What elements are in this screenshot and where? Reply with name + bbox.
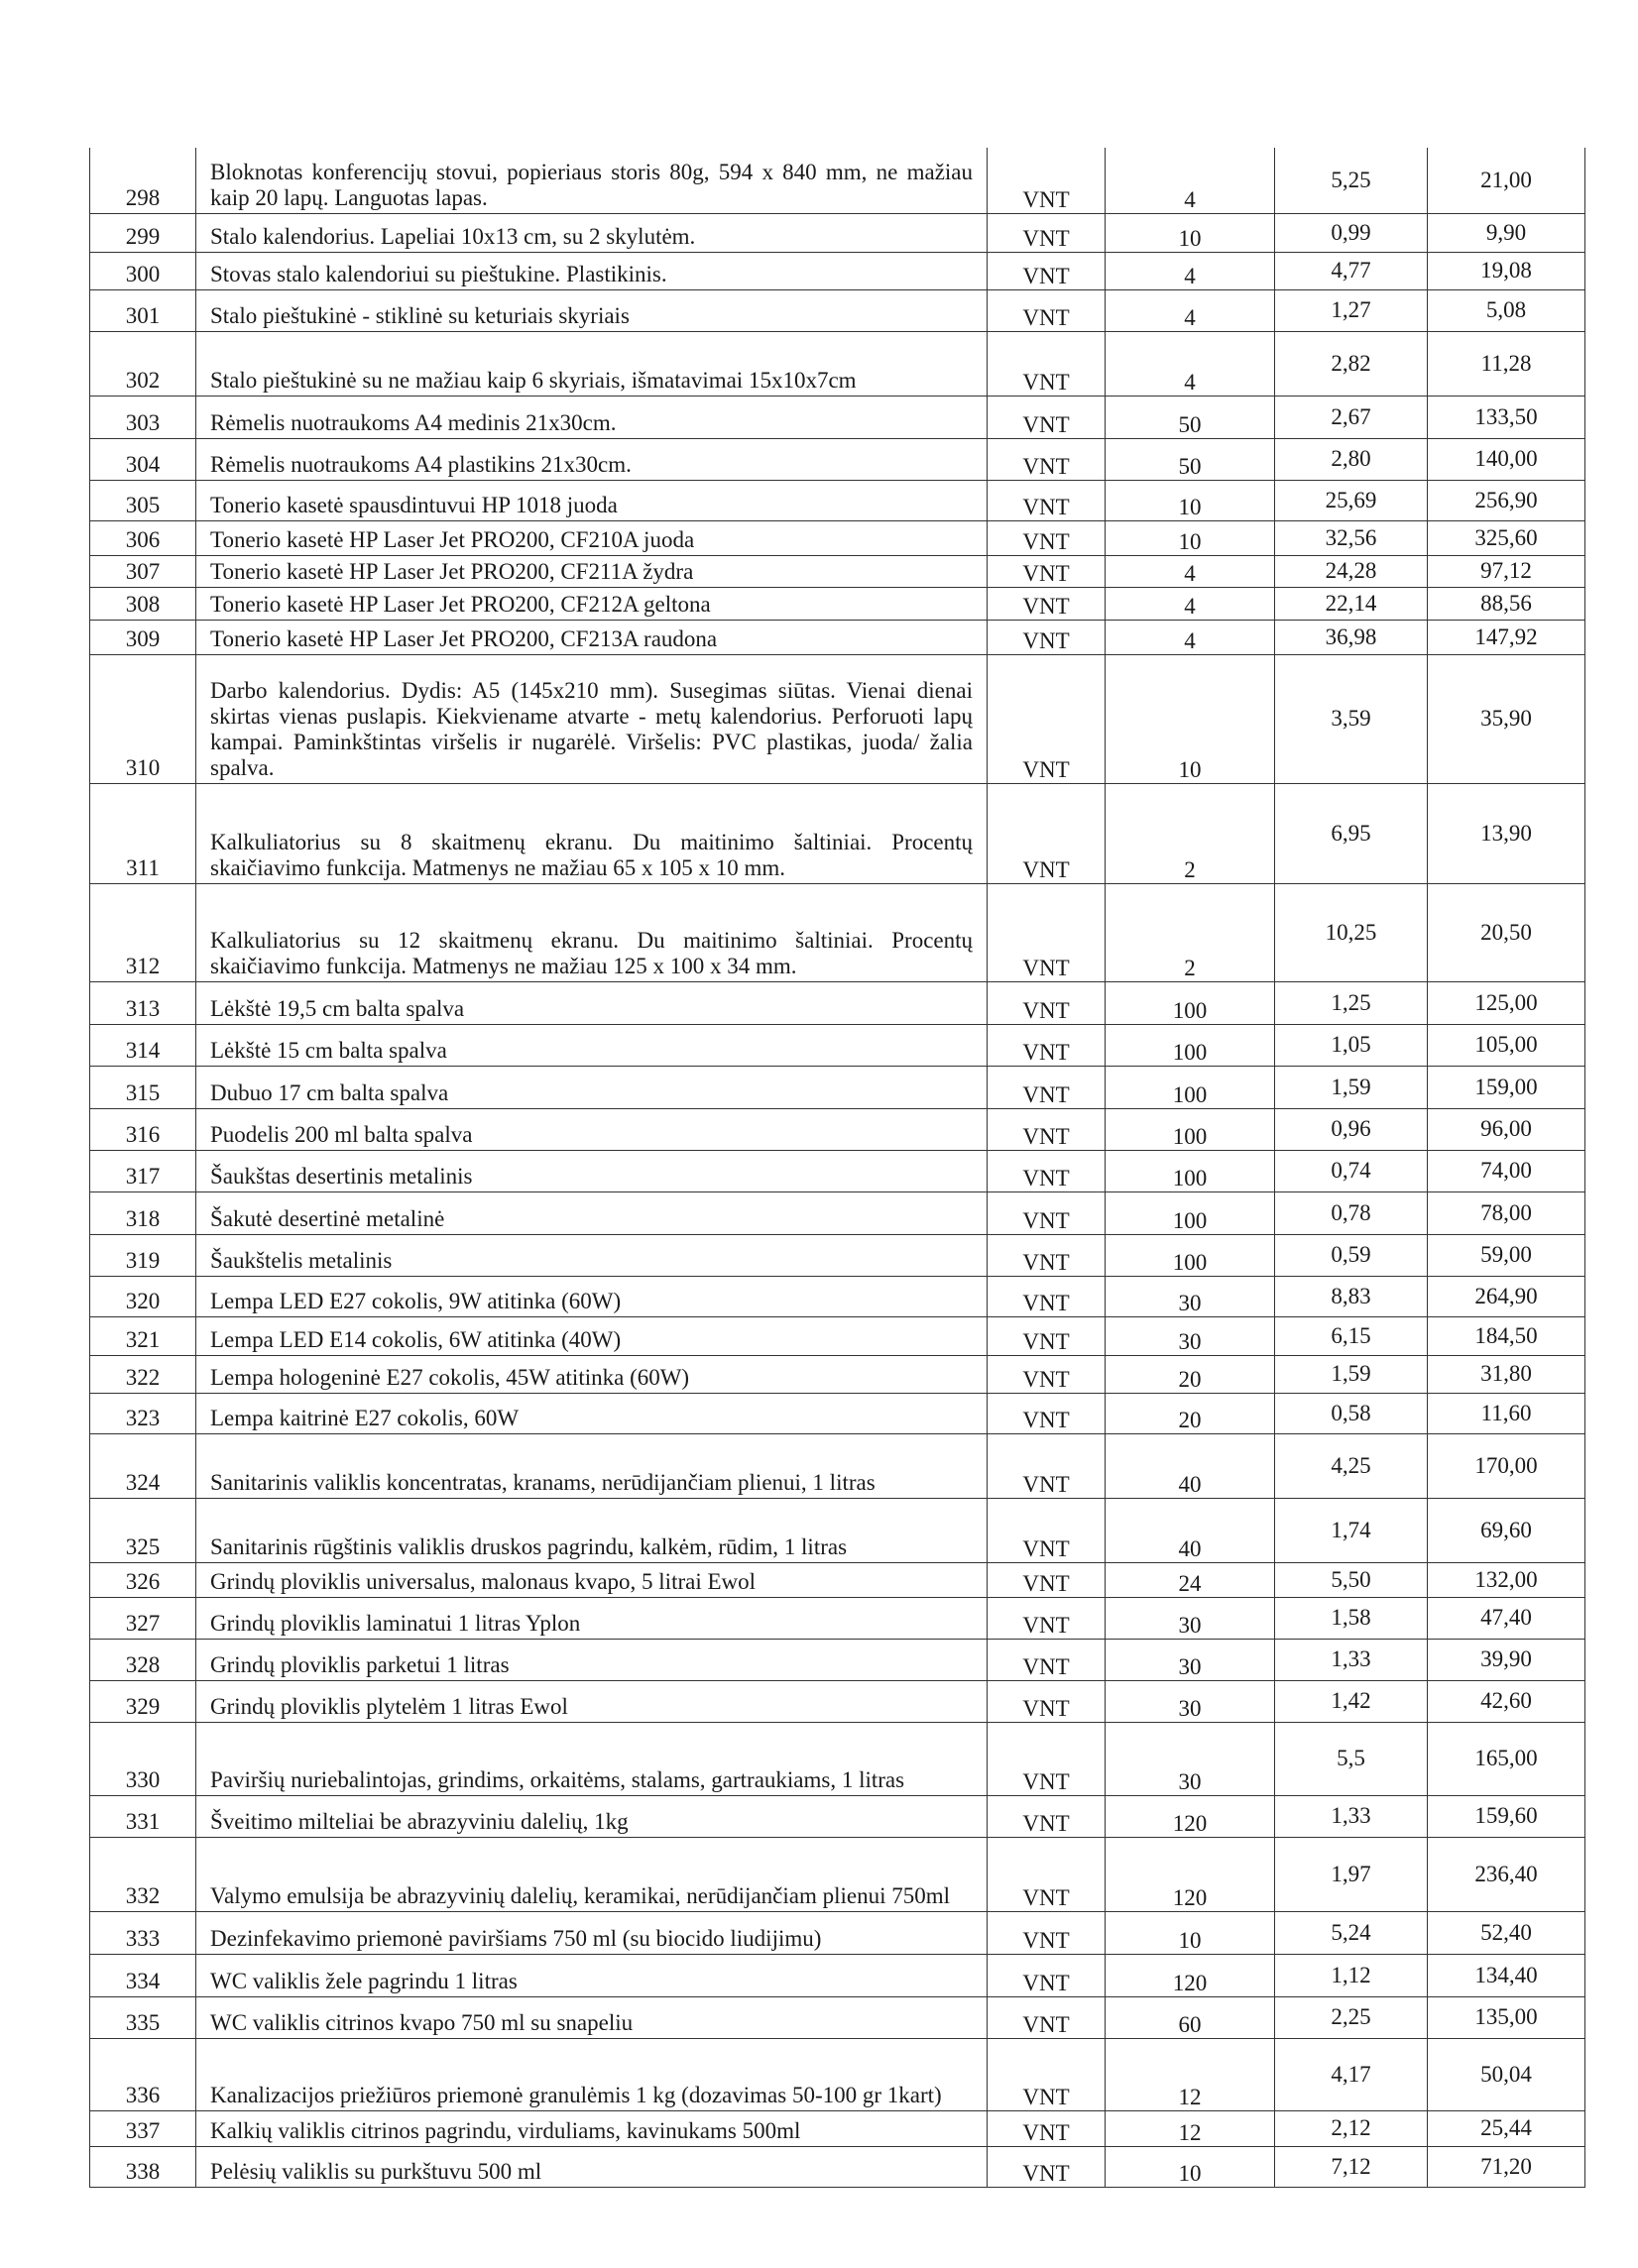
item-description: Sanitarinis valiklis koncentratas, kranams, nerūdijančiam plienui, 1 litras bbox=[196, 1433, 988, 1498]
unit-price-cell: 0,58 bbox=[1275, 1393, 1428, 1433]
unit-price-cell: 4,77 bbox=[1275, 252, 1428, 289]
unit-price-cell: 1,59 bbox=[1275, 1355, 1428, 1393]
unit-cell: VNT bbox=[988, 2146, 1106, 2187]
total-price-cell: 264,90 bbox=[1428, 1276, 1585, 1316]
row-number: 321 bbox=[90, 1316, 196, 1355]
total-price-cell: 59,00 bbox=[1428, 1234, 1585, 1276]
quantity-cell: 60 bbox=[1106, 1996, 1275, 2038]
item-description: Stalo pieštukinė su ne mažiau kaip 6 skyriais, išmatavimai 15x10x7cm bbox=[196, 331, 988, 396]
unit-cell: VNT bbox=[988, 1191, 1106, 1234]
item-description: Grindų ploviklis laminatui 1 litras Yplon bbox=[196, 1597, 988, 1639]
unit-cell: VNT bbox=[988, 883, 1106, 981]
table-row bbox=[90, 1234, 1585, 1276]
total-price-cell: 325,60 bbox=[1428, 520, 1585, 555]
unit-cell: VNT bbox=[988, 620, 1106, 654]
total-price-cell: 47,40 bbox=[1428, 1597, 1585, 1639]
table-row bbox=[90, 213, 1585, 252]
row-number: 300 bbox=[90, 252, 196, 289]
table-row bbox=[90, 1639, 1585, 1680]
table-row bbox=[90, 587, 1585, 620]
total-price-cell: 133,50 bbox=[1428, 396, 1585, 438]
unit-price-cell: 2,80 bbox=[1275, 438, 1428, 480]
item-description: Kanalizacijos priežiūros priemonė granulėmis 1 kg (dozavimas 50-100 gr 1kart) bbox=[196, 2038, 988, 2110]
unit-cell: VNT bbox=[988, 480, 1106, 520]
unit-cell: VNT bbox=[988, 396, 1106, 438]
unit-cell: VNT bbox=[988, 1680, 1106, 1722]
unit-price-cell: 1,42 bbox=[1275, 1680, 1428, 1722]
total-price-cell: 165,00 bbox=[1428, 1722, 1585, 1795]
unit-price-cell: 10,25 bbox=[1275, 883, 1428, 981]
total-price-cell: 71,20 bbox=[1428, 2146, 1585, 2187]
table-row bbox=[90, 1597, 1585, 1639]
table-row bbox=[90, 2146, 1585, 2187]
unit-price-cell: 5,50 bbox=[1275, 1562, 1428, 1597]
quantity-cell: 12 bbox=[1106, 2038, 1275, 2110]
table-row bbox=[90, 883, 1585, 981]
table-row bbox=[90, 783, 1585, 883]
row-number: 318 bbox=[90, 1191, 196, 1234]
total-price-cell: 147,92 bbox=[1428, 620, 1585, 654]
quantity-cell: 30 bbox=[1106, 1316, 1275, 1355]
quantity-cell: 4 bbox=[1106, 620, 1275, 654]
item-description: Valymo emulsija be abrazyvinių dalelių, keramikai, nerūdijančiam plienui 750ml bbox=[196, 1837, 988, 1911]
quantity-cell: 30 bbox=[1106, 1639, 1275, 1680]
quantity-cell: 4 bbox=[1106, 252, 1275, 289]
total-price-cell: 13,90 bbox=[1428, 783, 1585, 883]
table-row bbox=[90, 1722, 1585, 1795]
item-description: Šveitimo milteliai be abrazyviniu dalelių, 1kg bbox=[196, 1795, 988, 1837]
row-number: 337 bbox=[90, 2110, 196, 2146]
table-row bbox=[90, 148, 1585, 213]
item-description: Tonerio kasetė HP Laser Jet PRO200, CF211A žydra bbox=[196, 555, 988, 587]
quantity-cell: 2 bbox=[1106, 783, 1275, 883]
table-row bbox=[90, 1911, 1585, 1954]
table-row bbox=[90, 1996, 1585, 2038]
quantity-cell: 20 bbox=[1106, 1393, 1275, 1433]
row-number: 322 bbox=[90, 1355, 196, 1393]
table-row bbox=[90, 1680, 1585, 1722]
unit-price-cell: 5,25 bbox=[1275, 148, 1428, 213]
unit-price-cell: 6,95 bbox=[1275, 783, 1428, 883]
quantity-cell: 100 bbox=[1106, 1066, 1275, 1108]
quantity-cell: 40 bbox=[1106, 1433, 1275, 1498]
quantity-cell: 100 bbox=[1106, 1191, 1275, 1234]
unit-price-cell: 32,56 bbox=[1275, 520, 1428, 555]
total-price-cell: 39,90 bbox=[1428, 1639, 1585, 1680]
row-number: 335 bbox=[90, 1996, 196, 2038]
total-price-cell: 31,80 bbox=[1428, 1355, 1585, 1393]
quantity-cell: 30 bbox=[1106, 1276, 1275, 1316]
row-number: 317 bbox=[90, 1150, 196, 1191]
item-description: Stovas stalo kalendoriui su pieštukine. Plastikinis. bbox=[196, 252, 988, 289]
item-description: Kalkuliatorius su 12 skaitmenų ekranu. Du maitinimo šaltiniai. Procentų skaičiavimo funkcija. Matmenys ne mažiau 125 x 100 x 34 mm. bbox=[196, 883, 988, 981]
table-row bbox=[90, 2110, 1585, 2146]
unit-price-cell: 1,33 bbox=[1275, 1639, 1428, 1680]
quantity-cell: 4 bbox=[1106, 289, 1275, 331]
table-row bbox=[90, 520, 1585, 555]
unit-cell: VNT bbox=[988, 1066, 1106, 1108]
unit-price-cell: 1,59 bbox=[1275, 1066, 1428, 1108]
item-description: Paviršių nuriebalintojas, grindims, orkaitėms, stalams, gartraukiams, 1 litras bbox=[196, 1722, 988, 1795]
item-description: Dezinfekavimo priemonė paviršiams 750 ml (su biocido liudijimu) bbox=[196, 1911, 988, 1954]
total-price-cell: 159,60 bbox=[1428, 1795, 1585, 1837]
unit-price-cell: 1,97 bbox=[1275, 1837, 1428, 1911]
quantity-cell: 24 bbox=[1106, 1562, 1275, 1597]
unit-cell: VNT bbox=[988, 289, 1106, 331]
total-price-cell: 97,12 bbox=[1428, 555, 1585, 587]
row-number: 309 bbox=[90, 620, 196, 654]
quantity-cell: 100 bbox=[1106, 1108, 1275, 1150]
unit-price-cell: 6,15 bbox=[1275, 1316, 1428, 1355]
total-price-cell: 125,00 bbox=[1428, 981, 1585, 1024]
total-price-cell: 96,00 bbox=[1428, 1108, 1585, 1150]
quantity-cell: 4 bbox=[1106, 555, 1275, 587]
item-description: Sanitarinis rūgštinis valiklis druskos pagrindu, kalkėm, rūdim, 1 litras bbox=[196, 1498, 988, 1562]
total-price-cell: 50,04 bbox=[1428, 2038, 1585, 2110]
unit-price-cell: 22,14 bbox=[1275, 587, 1428, 620]
item-description: Lempa hologeninė E27 cokolis, 45W atitinka (60W) bbox=[196, 1355, 988, 1393]
item-description: Lempa LED E27 cokolis, 9W atitinka (60W) bbox=[196, 1276, 988, 1316]
unit-cell: VNT bbox=[988, 1639, 1106, 1680]
item-description: Šaukštas desertinis metalinis bbox=[196, 1150, 988, 1191]
unit-price-cell: 25,69 bbox=[1275, 480, 1428, 520]
unit-price-cell: 1,05 bbox=[1275, 1024, 1428, 1066]
table-row bbox=[90, 1393, 1585, 1433]
unit-cell: VNT bbox=[988, 1150, 1106, 1191]
table-row bbox=[90, 1191, 1585, 1234]
unit-price-cell: 1,12 bbox=[1275, 1954, 1428, 1996]
unit-cell: VNT bbox=[988, 1498, 1106, 1562]
table-row bbox=[90, 1276, 1585, 1316]
quantity-cell: 100 bbox=[1106, 1024, 1275, 1066]
unit-price-cell: 4,17 bbox=[1275, 2038, 1428, 2110]
quantity-cell: 4 bbox=[1106, 587, 1275, 620]
total-price-cell: 105,00 bbox=[1428, 1024, 1585, 1066]
quantity-cell: 30 bbox=[1106, 1722, 1275, 1795]
unit-cell: VNT bbox=[988, 1355, 1106, 1393]
unit-price-cell: 1,58 bbox=[1275, 1597, 1428, 1639]
total-price-cell: 170,00 bbox=[1428, 1433, 1585, 1498]
row-number: 316 bbox=[90, 1108, 196, 1150]
row-number: 319 bbox=[90, 1234, 196, 1276]
quantity-cell: 50 bbox=[1106, 396, 1275, 438]
unit-price-cell: 5,24 bbox=[1275, 1911, 1428, 1954]
total-price-cell: 69,60 bbox=[1428, 1498, 1585, 1562]
quantity-cell: 10 bbox=[1106, 1911, 1275, 1954]
unit-cell: VNT bbox=[988, 1911, 1106, 1954]
quantity-cell: 10 bbox=[1106, 520, 1275, 555]
total-price-cell: 20,50 bbox=[1428, 883, 1585, 981]
row-number: 298 bbox=[90, 148, 196, 213]
unit-cell: VNT bbox=[988, 1393, 1106, 1433]
item-description: Lempa LED E14 cokolis, 6W atitinka (40W) bbox=[196, 1316, 988, 1355]
total-price-cell: 9,90 bbox=[1428, 213, 1585, 252]
row-number: 313 bbox=[90, 981, 196, 1024]
row-number: 312 bbox=[90, 883, 196, 981]
unit-cell: VNT bbox=[988, 213, 1106, 252]
row-number: 301 bbox=[90, 289, 196, 331]
row-number: 326 bbox=[90, 1562, 196, 1597]
row-number: 329 bbox=[90, 1680, 196, 1722]
quantity-cell: 20 bbox=[1106, 1355, 1275, 1393]
unit-price-cell: 1,25 bbox=[1275, 981, 1428, 1024]
row-number: 320 bbox=[90, 1276, 196, 1316]
row-number: 332 bbox=[90, 1837, 196, 1911]
item-description: Lempa kaitrinė E27 cokolis, 60W bbox=[196, 1393, 988, 1433]
unit-cell: VNT bbox=[988, 148, 1106, 213]
row-number: 299 bbox=[90, 213, 196, 252]
row-number: 338 bbox=[90, 2146, 196, 2187]
unit-cell: VNT bbox=[988, 1024, 1106, 1066]
total-price-cell: 236,40 bbox=[1428, 1837, 1585, 1911]
total-price-cell: 52,40 bbox=[1428, 1911, 1585, 1954]
quantity-cell: 30 bbox=[1106, 1680, 1275, 1722]
total-price-cell: 74,00 bbox=[1428, 1150, 1585, 1191]
unit-cell: VNT bbox=[988, 654, 1106, 783]
row-number: 324 bbox=[90, 1433, 196, 1498]
item-description: Tonerio kasetė spausdintuvui HP 1018 juoda bbox=[196, 480, 988, 520]
table-row bbox=[90, 396, 1585, 438]
row-number: 304 bbox=[90, 438, 196, 480]
table-row bbox=[90, 289, 1585, 331]
item-description: Kalkuliatorius su 8 skaitmenų ekranu. Du maitinimo šaltiniai. Procentų skaičiavimo funkcija. Matmenys ne mažiau 65 x 105 x 10 mm. bbox=[196, 783, 988, 883]
total-price-cell: 42,60 bbox=[1428, 1680, 1585, 1722]
table-row bbox=[90, 252, 1585, 289]
row-number: 333 bbox=[90, 1911, 196, 1954]
unit-price-cell: 0,78 bbox=[1275, 1191, 1428, 1234]
quantity-cell: 120 bbox=[1106, 1954, 1275, 1996]
unit-price-cell: 5,5 bbox=[1275, 1722, 1428, 1795]
total-price-cell: 135,00 bbox=[1428, 1996, 1585, 2038]
item-description: Lėkštė 15 cm balta spalva bbox=[196, 1024, 988, 1066]
table-row bbox=[90, 1498, 1585, 1562]
table-row bbox=[90, 1066, 1585, 1108]
unit-price-cell: 8,83 bbox=[1275, 1276, 1428, 1316]
row-number: 303 bbox=[90, 396, 196, 438]
item-description: Puodelis 200 ml balta spalva bbox=[196, 1108, 988, 1150]
table-row bbox=[90, 1562, 1585, 1597]
quantity-cell: 2 bbox=[1106, 883, 1275, 981]
table-row bbox=[90, 480, 1585, 520]
unit-price-cell: 1,33 bbox=[1275, 1795, 1428, 1837]
total-price-cell: 19,08 bbox=[1428, 252, 1585, 289]
row-number: 330 bbox=[90, 1722, 196, 1795]
unit-cell: VNT bbox=[988, 1837, 1106, 1911]
total-price-cell: 78,00 bbox=[1428, 1191, 1585, 1234]
unit-cell: VNT bbox=[988, 587, 1106, 620]
table-row bbox=[90, 331, 1585, 396]
unit-price-cell: 1,74 bbox=[1275, 1498, 1428, 1562]
table-row bbox=[90, 1355, 1585, 1393]
total-price-cell: 11,28 bbox=[1428, 331, 1585, 396]
quantity-cell: 4 bbox=[1106, 331, 1275, 396]
item-description: Grindų ploviklis plytelėm 1 litras Ewol bbox=[196, 1680, 988, 1722]
unit-cell: VNT bbox=[988, 1722, 1106, 1795]
unit-price-cell: 2,67 bbox=[1275, 396, 1428, 438]
unit-cell: VNT bbox=[988, 1597, 1106, 1639]
item-description: WC valiklis citrinos kvapo 750 ml su snapeliu bbox=[196, 1996, 988, 2038]
table-row bbox=[90, 438, 1585, 480]
total-price-cell: 11,60 bbox=[1428, 1393, 1585, 1433]
quantity-cell: 120 bbox=[1106, 1837, 1275, 1911]
table-row bbox=[90, 1316, 1585, 1355]
total-price-cell: 134,40 bbox=[1428, 1954, 1585, 1996]
unit-cell: VNT bbox=[988, 1108, 1106, 1150]
unit-cell: VNT bbox=[988, 1996, 1106, 2038]
table-row bbox=[90, 1837, 1585, 1911]
row-number: 305 bbox=[90, 480, 196, 520]
unit-price-cell: 0,96 bbox=[1275, 1108, 1428, 1150]
row-number: 310 bbox=[90, 654, 196, 783]
item-description: WC valiklis žele pagrindu 1 litras bbox=[196, 1954, 988, 1996]
row-number: 307 bbox=[90, 555, 196, 587]
item-description: Bloknotas konferencijų stovui, popieriaus storis 80g, 594 x 840 mm, ne mažiau kaip 20 lapų. Languotas lapas. bbox=[196, 148, 988, 213]
unit-cell: VNT bbox=[988, 783, 1106, 883]
unit-price-cell: 24,28 bbox=[1275, 555, 1428, 587]
unit-cell: VNT bbox=[988, 252, 1106, 289]
quantity-cell: 120 bbox=[1106, 1795, 1275, 1837]
item-description: Rėmelis nuotraukoms A4 medinis 21x30cm. bbox=[196, 396, 988, 438]
unit-cell: VNT bbox=[988, 555, 1106, 587]
row-number: 311 bbox=[90, 783, 196, 883]
total-price-cell: 184,50 bbox=[1428, 1316, 1585, 1355]
item-description: Šaukštelis metalinis bbox=[196, 1234, 988, 1276]
table-row bbox=[90, 1954, 1585, 1996]
unit-price-cell: 7,12 bbox=[1275, 2146, 1428, 2187]
quantity-cell: 10 bbox=[1106, 213, 1275, 252]
table-row bbox=[90, 1024, 1585, 1066]
item-description: Stalo pieštukinė - stiklinė su keturiais skyriais bbox=[196, 289, 988, 331]
unit-cell: VNT bbox=[988, 1954, 1106, 1996]
unit-price-cell: 0,99 bbox=[1275, 213, 1428, 252]
table-row bbox=[90, 2038, 1585, 2110]
total-price-cell: 5,08 bbox=[1428, 289, 1585, 331]
total-price-cell: 35,90 bbox=[1428, 654, 1585, 783]
total-price-cell: 256,90 bbox=[1428, 480, 1585, 520]
table-row bbox=[90, 1795, 1585, 1837]
unit-price-cell: 2,82 bbox=[1275, 331, 1428, 396]
unit-cell: VNT bbox=[988, 520, 1106, 555]
item-description: Dubuo 17 cm balta spalva bbox=[196, 1066, 988, 1108]
quantity-cell: 12 bbox=[1106, 2110, 1275, 2146]
item-description: Pelėsių valiklis su purkštuvu 500 ml bbox=[196, 2146, 988, 2187]
total-price-cell: 132,00 bbox=[1428, 1562, 1585, 1597]
quantity-cell: 10 bbox=[1106, 2146, 1275, 2187]
total-price-cell: 25,44 bbox=[1428, 2110, 1585, 2146]
total-price-cell: 21,00 bbox=[1428, 148, 1585, 213]
item-description: Šakutė desertinė metalinė bbox=[196, 1191, 988, 1234]
unit-cell: VNT bbox=[988, 438, 1106, 480]
unit-price-cell: 36,98 bbox=[1275, 620, 1428, 654]
price-table bbox=[89, 148, 1585, 2188]
table-row bbox=[90, 1108, 1585, 1150]
quantity-cell: 10 bbox=[1106, 654, 1275, 783]
total-price-cell: 140,00 bbox=[1428, 438, 1585, 480]
row-number: 325 bbox=[90, 1498, 196, 1562]
unit-cell: VNT bbox=[988, 1234, 1106, 1276]
row-number: 314 bbox=[90, 1024, 196, 1066]
item-description: Grindų ploviklis parketui 1 litras bbox=[196, 1639, 988, 1680]
row-number: 302 bbox=[90, 331, 196, 396]
quantity-cell: 4 bbox=[1106, 148, 1275, 213]
table-row bbox=[90, 1150, 1585, 1191]
unit-cell: VNT bbox=[988, 1433, 1106, 1498]
quantity-cell: 40 bbox=[1106, 1498, 1275, 1562]
total-price-cell: 159,00 bbox=[1428, 1066, 1585, 1108]
unit-price-cell: 2,12 bbox=[1275, 2110, 1428, 2146]
unit-price-cell: 1,27 bbox=[1275, 289, 1428, 331]
item-description: Tonerio kasetė HP Laser Jet PRO200, CF213A raudona bbox=[196, 620, 988, 654]
unit-price-cell: 0,59 bbox=[1275, 1234, 1428, 1276]
unit-cell: VNT bbox=[988, 1562, 1106, 1597]
unit-price-cell: 4,25 bbox=[1275, 1433, 1428, 1498]
row-number: 327 bbox=[90, 1597, 196, 1639]
table-row bbox=[90, 620, 1585, 654]
item-description: Tonerio kasetė HP Laser Jet PRO200, CF210A juoda bbox=[196, 520, 988, 555]
total-price-cell: 88,56 bbox=[1428, 587, 1585, 620]
item-description: Stalo kalendorius. Lapeliai 10x13 cm, su 2 skylutėm. bbox=[196, 213, 988, 252]
table-row bbox=[90, 981, 1585, 1024]
table-row bbox=[90, 654, 1585, 783]
row-number: 334 bbox=[90, 1954, 196, 1996]
unit-price-cell: 0,74 bbox=[1275, 1150, 1428, 1191]
item-description: Grindų ploviklis universalus, malonaus kvapo, 5 litrai Ewol bbox=[196, 1562, 988, 1597]
quantity-cell: 10 bbox=[1106, 480, 1275, 520]
table-row bbox=[90, 555, 1585, 587]
row-number: 328 bbox=[90, 1639, 196, 1680]
item-description: Darbo kalendorius. Dydis: A5 (145x210 mm). Susegimas siūtas. Vienai dienai skirtas vienas puslapis. Kiekviename atvarte - metų kalendorius. Perforuoti lapų kampai. Paminkštintas viršelis ir nugarėlė. Viršelis: PVC plastikas, juoda/ žalia spalva. bbox=[196, 654, 988, 783]
quantity-cell: 50 bbox=[1106, 438, 1275, 480]
unit-cell: VNT bbox=[988, 331, 1106, 396]
row-number: 315 bbox=[90, 1066, 196, 1108]
quantity-cell: 100 bbox=[1106, 1150, 1275, 1191]
row-number: 306 bbox=[90, 520, 196, 555]
unit-price-cell: 3,59 bbox=[1275, 654, 1428, 783]
unit-price-cell: 2,25 bbox=[1275, 1996, 1428, 2038]
unit-cell: VNT bbox=[988, 1316, 1106, 1355]
row-number: 323 bbox=[90, 1393, 196, 1433]
unit-cell: VNT bbox=[988, 1795, 1106, 1837]
unit-cell: VNT bbox=[988, 2110, 1106, 2146]
item-description: Kalkių valiklis citrinos pagrindu, virduliams, kavinukams 500ml bbox=[196, 2110, 988, 2146]
item-description: Tonerio kasetė HP Laser Jet PRO200, CF212A geltona bbox=[196, 587, 988, 620]
row-number: 331 bbox=[90, 1795, 196, 1837]
row-number: 308 bbox=[90, 587, 196, 620]
quantity-cell: 100 bbox=[1106, 1234, 1275, 1276]
unit-cell: VNT bbox=[988, 981, 1106, 1024]
table-row bbox=[90, 1433, 1585, 1498]
unit-cell: VNT bbox=[988, 2038, 1106, 2110]
row-number: 336 bbox=[90, 2038, 196, 2110]
item-description: Lėkštė 19,5 cm balta spalva bbox=[196, 981, 988, 1024]
quantity-cell: 100 bbox=[1106, 981, 1275, 1024]
quantity-cell: 30 bbox=[1106, 1597, 1275, 1639]
unit-cell: VNT bbox=[988, 1276, 1106, 1316]
item-description: Rėmelis nuotraukoms A4 plastikins 21x30cm. bbox=[196, 438, 988, 480]
